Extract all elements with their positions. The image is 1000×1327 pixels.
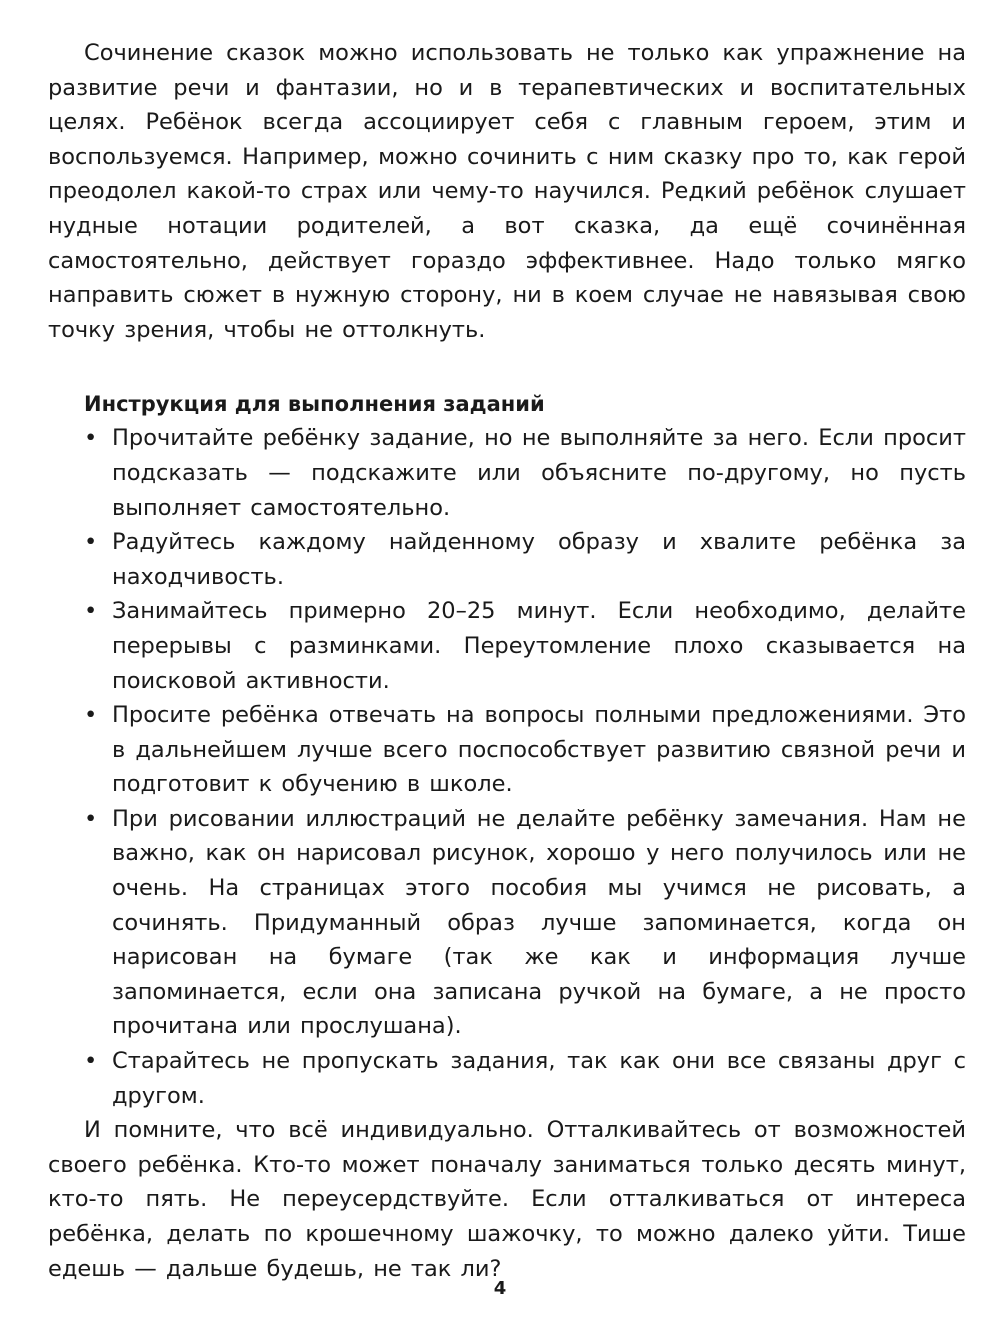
page-content	[48, 36, 966, 1286]
list-item: • Просите ребёнка отвечать на вопросы полными предложениями. Это в дальнейшем лучше всего поспособствует развитию связной речи и подготовит к обучению в школе.	[112, 698, 966, 802]
instructions-list	[48, 421, 966, 1113]
page-number: 4	[493, 1278, 507, 1299]
closing-paragraph: И помните, что всё индивидуально. Отталкивайтесь от возможностей своего ребёнка. Кто-то может поначалу заниматься только десять минут, кто-то пять. Не переусердствуйте. Если отталкиваться от интереса ребёнка, делать по крошечному шажочку, то можно далеко уйти. Тише едешь — дальше будешь, не так ли?	[48, 1117, 966, 1282]
intro-paragraph: Сочинение сказок можно использовать не только как упражнение на развитие речи и фантазии, но и в терапевтических и воспитательных целях. Ребёнок всегда ассоциирует себя с главным героем, этим и воспользуемся. Например, можно сочинить с ним сказку про то, как герой преодолел какой-то страх или чему-то научился. Редкий ребёнок слушает нудные нотации родителей, а вот сказка, да ещё сочинённая самостоятельно, действует гораздо эффективнее. Надо только мягко направить сюжет в нужную сторону, ни в коем случае не навязывая свою точку зрения, чтобы не оттолкнуть.	[48, 40, 966, 343]
list-item: • Прочитайте ребёнку задание, но не выполняйте за него. Если просит подсказать — подскажите или объясните по-другому, но пусть выполняет самостоятельно.	[112, 421, 966, 525]
list-item: • Радуйтесь каждому найденному образу и хвалите ребёнка за находчивость.	[112, 525, 966, 594]
list-item: • Старайтесь не пропускать задания, так как они все связаны друг с другом.	[112, 1044, 966, 1113]
instructions-heading: Инструкция для выполнения заданий	[84, 392, 545, 417]
list-item: • Занимайтесь примерно 20–25 минут. Если необходимо, делайте перерывы с разминками. Переутомление плохо сказывается на поисковой активности.	[112, 594, 966, 698]
list-item: • При рисовании иллюстраций не делайте ребёнку замечания. Нам не важно, как он нарисовал рисунок, хорошо у него получилось или не очень. На страницах этого пособия мы учимся не рисовать, а сочинять. Придуманный образ лучше запоминается, когда он нарисован на бумаге (так же как и информация лучше запоминается, если она записана ручкой на бумаге, а не просто прочитана или прослушана).	[112, 802, 966, 1044]
